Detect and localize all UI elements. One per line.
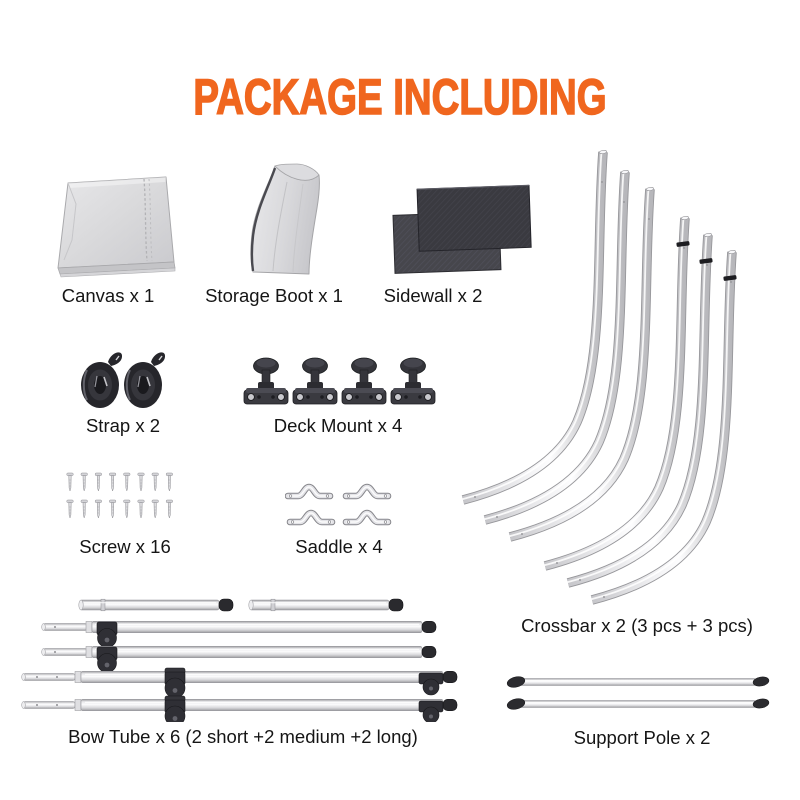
canvas-image	[52, 170, 184, 282]
crossbar-image	[440, 142, 760, 612]
canvas-item	[52, 170, 184, 282]
saddle-item	[285, 480, 393, 530]
support-pole-image	[505, 672, 777, 720]
bow-tube-image	[15, 585, 465, 722]
sidewall-label: Sidewall x 2	[383, 285, 483, 306]
page-title: PACKAGE INCLUDING	[193, 69, 607, 126]
storage-boot-image	[235, 160, 335, 280]
deck-mount-item	[243, 356, 438, 408]
deck-mount-label: Deck Mount x 4	[273, 415, 403, 436]
screw-item	[62, 470, 180, 528]
deck-mount-image	[243, 356, 438, 408]
strap-image	[80, 348, 170, 410]
crossbar-item	[440, 142, 760, 612]
support-pole-label: Support Pole x 2	[573, 727, 711, 748]
support-pole-item	[505, 672, 777, 720]
saddle-label: Saddle x 4	[295, 536, 383, 557]
canvas-label: Canvas x 1	[61, 285, 155, 306]
strap-label: Strap x 2	[85, 415, 161, 436]
storage-boot-label: Storage Boot x 1	[205, 285, 343, 306]
screw-label: Screw x 16	[79, 536, 171, 557]
bow-tube-item	[15, 585, 465, 722]
strap-item	[80, 348, 170, 410]
saddle-image	[285, 480, 393, 530]
bow-tube-label: Bow Tube x 6 (2 short +2 medium +2 long)	[68, 726, 418, 747]
storage-boot-item	[235, 160, 335, 280]
crossbar-label: Crossbar x 2 (3 pcs + 3 pcs)	[521, 615, 753, 636]
screw-image	[62, 470, 180, 528]
